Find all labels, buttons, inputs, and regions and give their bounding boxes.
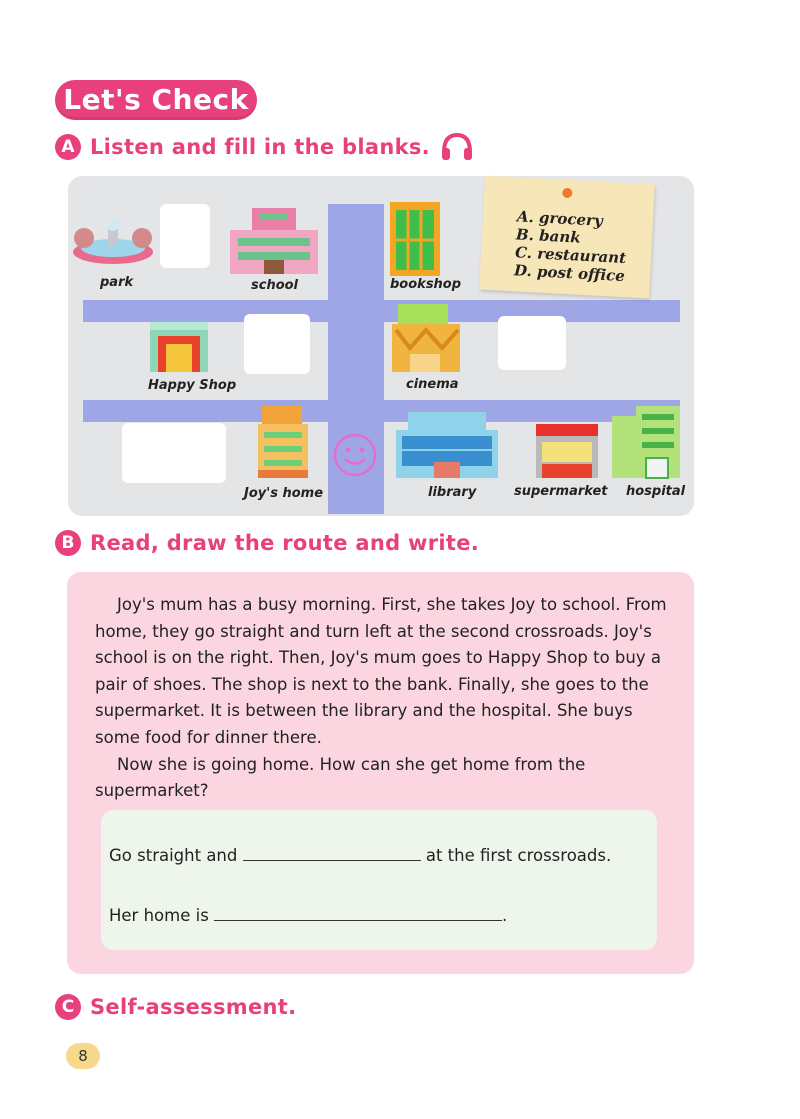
- pushpin-icon: [562, 188, 573, 199]
- section-c-heading: [55, 992, 296, 1022]
- section-b-title: Read, draw the route and write.: [90, 531, 480, 555]
- options-list: [514, 207, 629, 285]
- reading-panel: [67, 572, 694, 974]
- reading-passage: [95, 592, 680, 805]
- section-c-badge: C: [55, 994, 81, 1020]
- label-cinema: cinema: [406, 377, 459, 392]
- supermarket-building: [534, 418, 600, 480]
- passage-paragraph-2: Now she is going home. How can she get home from the supermarket?: [95, 754, 586, 801]
- blank-box-1[interactable]: [160, 204, 210, 268]
- label-bookshop: bookshop: [390, 277, 462, 292]
- answer-box: [101, 810, 657, 950]
- answer1-prefix: Go straight and: [109, 846, 238, 865]
- cinema-building: [388, 300, 464, 374]
- label-hospital: hospital: [626, 484, 686, 499]
- label-happy-shop: Happy Shop: [148, 378, 237, 393]
- option-a: A. grocery: [516, 207, 604, 230]
- answer2-prefix: Her home is: [109, 906, 209, 925]
- lets-check-banner: Let's Check: [55, 80, 257, 120]
- section-b-heading: [55, 528, 479, 558]
- label-joys-home: Joy's home: [244, 486, 324, 501]
- smiley-face-icon: [332, 432, 378, 478]
- options-note: [479, 176, 655, 299]
- hospital-building: [610, 404, 684, 480]
- passage-paragraph-1: Joy's mum has a busy morning. First, she takes Joy to school. From home, they go straight and turn left at the second crossroads. Joy's school is on the right. Then, Joy's mum goes to Happy Shop to buy a pair of shoes. The shop is next to the bank. Finally, she goes to the supermarket. It is between the library and the hospital. She buys some food for dinner there.: [95, 595, 667, 747]
- library-building: [394, 410, 500, 480]
- blank-box-2[interactable]: [244, 314, 310, 374]
- answer2-blank[interactable]: [214, 906, 502, 921]
- section-a-heading: [55, 132, 474, 162]
- bookshop-building: [388, 200, 442, 278]
- school-building: [228, 204, 320, 276]
- answer1-suffix: at the first crossroads.: [425, 846, 612, 865]
- section-a-badge: A: [55, 134, 81, 160]
- label-library: library: [428, 485, 477, 500]
- answer2-suffix: .: [502, 906, 508, 925]
- label-park: park: [100, 275, 134, 290]
- section-a-title: Listen and fill in the blanks.: [90, 135, 430, 159]
- happy-shop-building: [148, 318, 210, 374]
- section-c-title: Self-assessment.: [90, 995, 297, 1019]
- answer1-blank[interactable]: [243, 846, 421, 861]
- option-c: C. restaurant: [514, 243, 627, 268]
- section-b-badge: B: [55, 530, 81, 556]
- label-school: school: [251, 278, 299, 293]
- option-b: B. bank: [515, 225, 582, 247]
- headphones-icon[interactable]: [440, 132, 474, 162]
- answer-line-1: [109, 846, 611, 865]
- blank-box-3[interactable]: [498, 316, 566, 370]
- park-illustration: [70, 216, 156, 266]
- answer-line-2: [109, 906, 507, 925]
- joys-home-building: [256, 404, 312, 480]
- label-supermarket: supermarket: [514, 484, 608, 499]
- blank-box-4[interactable]: [122, 423, 226, 483]
- option-d: D. post office: [513, 261, 626, 286]
- page-number: 8: [66, 1043, 100, 1069]
